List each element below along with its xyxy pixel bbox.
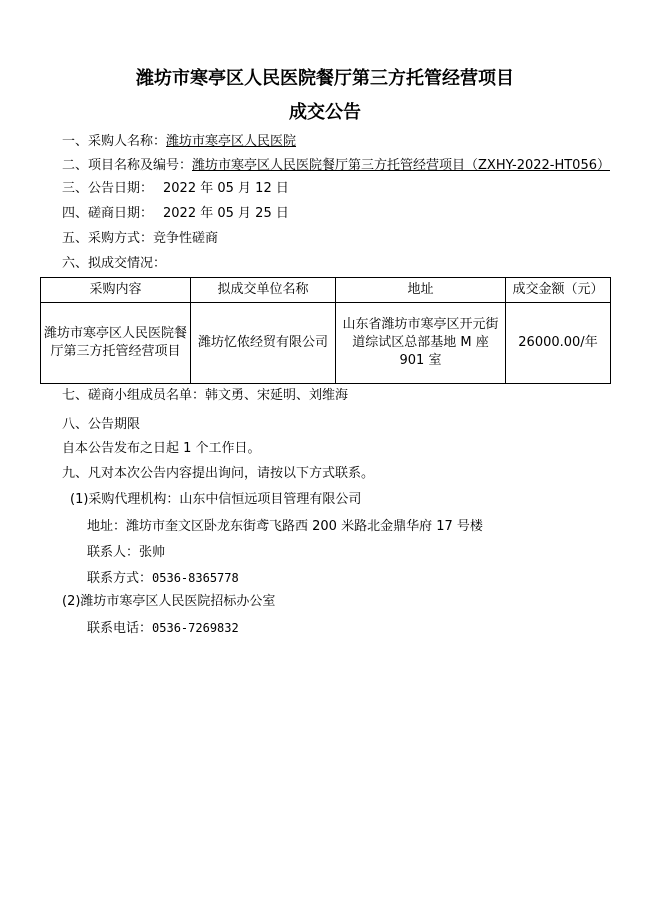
method-value: 竞争性磋商 [153, 231, 219, 246]
agency-person: 联系人：张帅 [87, 545, 166, 560]
amount-cell: 26000.00/年 [506, 303, 611, 384]
purchaser-line [62, 133, 296, 151]
office-phone-line [87, 619, 239, 638]
project-line [62, 157, 610, 175]
purchaser-value: 潍坊市寒亭区人民医院 [166, 134, 297, 149]
project-label: 二、项目名称及编号： [62, 158, 193, 173]
announce-date-value: 2022 年 05 月 12 日 [163, 181, 289, 196]
project-value: 潍坊市寒亭区人民医院餐厅第三方托管经营项目（ZXHY-2022-HT056） [192, 158, 610, 173]
agency-name: 山东中信恒远项目管理有限公司 [179, 492, 362, 507]
result-heading: 六、拟成交情况： [62, 256, 167, 271]
agency-address: 地址：潍坊市奎文区卧龙东街鸢飞路西 200 米路北金鼎华府 17 号楼 [87, 519, 483, 534]
method-label: 五、采购方式： [62, 231, 154, 246]
table-row [41, 303, 611, 384]
table-header-cell: 成交金额（元） [506, 278, 611, 303]
table-header-cell: 采购内容 [41, 278, 191, 303]
announce-date-label: 三、公告日期： [62, 181, 154, 196]
office-phone: 0536-7269832 [152, 621, 239, 635]
table-header-row [41, 278, 611, 303]
contact-heading: 九、凡对本次公告内容提出询问，请按以下方式联系。 [62, 466, 375, 481]
agency-phone-label: 联系方式： [87, 571, 153, 586]
method-line [62, 230, 218, 248]
period-text: 自本公告发布之日起 1 个工作日。 [62, 441, 261, 456]
consult-date-value: 2022 年 05 月 25 日 [163, 206, 289, 221]
consult-date-label: 四、磋商日期： [62, 206, 154, 221]
agency-line [70, 491, 361, 509]
agency-phone-line [87, 569, 239, 588]
result-table [40, 277, 611, 384]
address-cell: 山东省潍坊市寒亭区开元街道综试区总部基地 M 座 901 室 [336, 303, 506, 384]
panel-label: 七、磋商小组成员名单： [62, 388, 206, 403]
office-name: (2)潍坊市寒亭区人民医院招标办公室 [62, 594, 276, 609]
office-phone-label: 联系电话： [87, 621, 153, 636]
document-subtitle: 成交公告 [289, 102, 361, 123]
panel-line [62, 387, 348, 405]
table-header-cell: 地址 [336, 278, 506, 303]
purchaser-label: 一、采购人名称： [62, 134, 167, 149]
agency-label: (1)采购代理机构： [70, 492, 180, 507]
consult-date-line [62, 205, 289, 223]
content-cell: 潍坊市寒亭区人民医院餐厅第三方托管经营项目 [41, 303, 191, 384]
period-heading: 八、公告期限 [62, 417, 141, 432]
agency-phone: 0536-8365778 [152, 571, 239, 585]
panel-value: 韩文勇、宋延明、刘维海 [205, 388, 349, 403]
announce-date-line [62, 180, 289, 198]
table-header-cell: 拟成交单位名称 [191, 278, 336, 303]
document-title: 潍坊市寒亭区人民医院餐厅第三方托管经营项目 [136, 68, 514, 89]
supplier-cell: 潍坊忆侬经贸有限公司 [191, 303, 336, 384]
